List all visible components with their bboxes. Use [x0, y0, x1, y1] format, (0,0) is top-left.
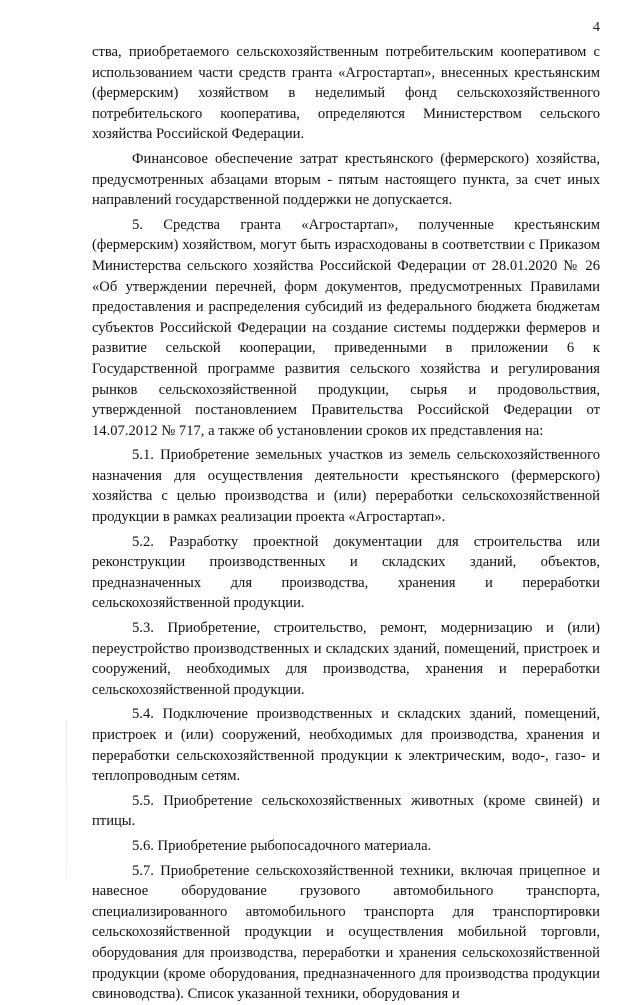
paragraph-item-5-1: 5.1. Приобретение земельных участков из земель сельскохозяйственного назначения для осуществления деятельности крестьянского (фермерского) хозяйства с целью производства и (или) переработки сельскохозяйственной продукции в рамках реализации проекта «Агростартап». [92, 447, 600, 526]
paragraph-item-5: 5. Средства гранта «Агростартап», полученные крестьянским (фермерским) хозяйством, могут быть израсходованы в соответствии с Приказом Министерства сельского хозяйства Российской Федерации от 28.01.2020 № 26 «Об утверждении перечней, форм документов, предусмотренных Правилами предоставления и распределения субсидий из федерального бюджета бюджетам субъектов Российской Федерации на создание системы поддержки фермеров и развитие сельской кооперации, приведенными в приложении 6 к Государственной программе развития сельского хозяйства и регулирования рынков сельскохозяйственной продукции, сырья и продовольствия, утвержденной постановлением Правительства Российской Федерации от 14.07.2012 № 717, а также об установлении сроков их представления на: [92, 216, 600, 439]
paragraph-item-5-6: 5.6. Приобретение рыбопосадочного материала. [132, 837, 432, 854]
page-number: 4 [593, 20, 600, 35]
scan-margin-line [66, 720, 67, 880]
paragraph-item-5-7: 5.7. Приобретение сельскохозяйственной техники, включая прицепное и навесное оборудование грузового автомобильного транспорта, специализированного автомобильного транспорта для транспортировки сельскохозяйственной продукции и осуществления мобильной торговли, оборудования для производства, переработки и хранения сельскохозяйственной продукции (кроме оборудования, предназначенного для производства продукции свиноводства). Список указанной техники, оборудования и [92, 862, 600, 1003]
paragraph-item-5-3: 5.3. Приобретение, строительство, ремонт, модернизацию и (или) переустройство производственных и складских зданий, помещений, пристроек и сооружений, необходимых для производства, хранения и переработки сельскохозяйственной продукции. [92, 620, 600, 698]
paragraph-continuation: ства, приобретаемого сельскохозяйственным потребительским кооперативом с использованием части средств гранта «Агростартап», внесенных крестьянским (фермерским) хозяйством в неделимый фонд сельскохозяйственного потребительского кооператива, определяются Министерством сельского хозяйства Российской Федерации. [92, 44, 600, 143]
paragraph-item-5-2: 5.2. Разработку проектной документации для строительства или реконструкции производственных и складских зданий, объектов, предназначенных для производства, хранения и переработки сельскохозяйственной продукции. [92, 533, 600, 612]
paragraph-item-5-5: 5.5. Приобретение сельскохозяйственных животных (кроме свиней) и птицы. [92, 792, 600, 830]
paragraph-financing: Финансовое обеспечение затрат крестьянского (фермерского) хозяйства, предусмотренных абзацами вторым - пятым настоящего пункта, за счет иных направлений государственной поддержки не допускается. [92, 150, 600, 209]
paragraph-item-5-4: 5.4. Подключение производственных и складских зданий, помещений, пристроек и (или) сооружений, необходимых для производства, хранения и переработки сельскохозяйственной продукции к электрическим, водо-, газо- и теплопроводным сетям. [92, 706, 600, 785]
